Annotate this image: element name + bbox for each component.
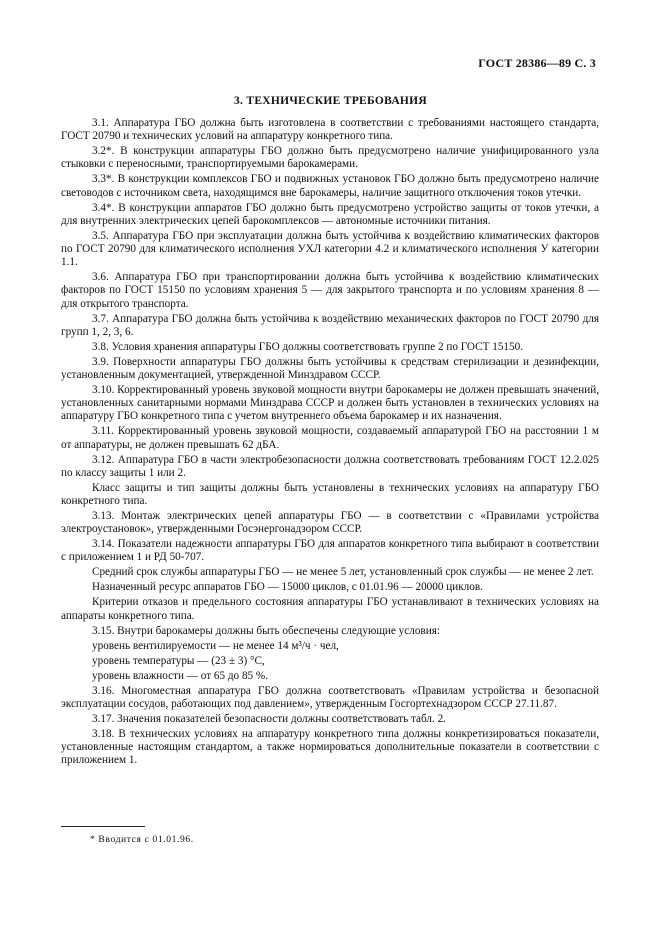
paragraph: 3.9. Поверхности аппаратуры ГБО должны быть устойчивы к средствам стерилизации и дезинфекции, установленным документацией, утвержденной Минздравом СССР. xyxy=(61,355,599,382)
body-text xyxy=(61,117,599,769)
paragraph: уровень вентилируемости — не менее 14 м³/ч · чел, xyxy=(92,639,339,652)
paragraph: 3.12. Аппаратура ГБО в части электробезопасности должна соответствовать требованиям ГОСТ 12.2.025 по классу защиты 1 или 2. xyxy=(61,453,599,479)
footnote: * Вводится с 01.01.96. xyxy=(90,834,194,845)
paragraph: 3.18. В технических условиях на аппаратуру конкретного типа должны конкретизироваться показатели, установленные настоящим стандартом, а также нормироваться дополнительные показатели в соответствии с приложением 1. xyxy=(61,727,599,767)
paragraph: 3.11. Корректированный уровень звуковой мощности, создаваемый аппаратурой ГБО на расстоянии 1 м от аппаратуры, не должен превышать 62 дБА. xyxy=(61,425,599,451)
paragraph: 3.5. Аппаратура ГБО при эксплуатации должна быть устойчива к воздействию климатических факторов по ГОСТ 20790 для климатического исполнения УХЛ категории 4.2 и климатического исполнения У категории 1.1. xyxy=(61,229,599,269)
paragraph: 3.3*. В конструкции комплексов ГБО и подвижных установок ГБО должно быть предусмотрено наличие световодов с источником света, находящимся вне барокамеры, наличие защитного отключения токов утечки. xyxy=(61,173,599,199)
paragraph: 3.17. Значения показателей безопасности должны соответствовать табл. 2. xyxy=(92,712,446,725)
paragraph: 3.14. Показатели надежности аппаратуры ГБО для аппаратов конкретного типа выбирают в соответствии с приложением 1 и РД 50-707. xyxy=(61,538,599,564)
paragraph: 3.8. Условия хранения аппаратуры ГБО должны соответствовать группе 2 по ГОСТ 15150. xyxy=(92,340,523,353)
paragraph: 3.13. Монтаж электрических цепей аппаратуры ГБО — в соответствии с «Правилами устройства электроустановок», утвержденными Госэнергонадзором СССР. xyxy=(61,510,599,536)
paragraph: Критерии отказов и предельного состояния аппаратуры ГБО устанавливают в технических условиях на аппараты конкретного типа. xyxy=(61,596,599,622)
paragraph: 3.1. Аппаратура ГБО должна быть изготовлена в соответствии с требованиями настоящего стандарта, ГОСТ 20790 и технических условий на аппаратуру конкретного типа. xyxy=(61,117,599,143)
paragraph: 3.7. Аппаратура ГБО должна быть устойчива к воздействию механических факторов по ГОСТ 20790 для групп 1, 2, 3, 6. xyxy=(61,312,599,338)
paragraph: 3.15. Внутри барокамеры должны быть обеспечены следующие условия: xyxy=(92,624,440,637)
footnote-divider xyxy=(61,826,145,827)
page-header: ГОСТ 28386—89 С. 3 xyxy=(478,56,596,70)
paragraph: 3.10. Корректированный уровень звуковой мощности внутри барокамеры не должен превышать значений, установленных санитарными нормами Минздрава СССР и должен быть установлен в технических условиях на аппаратуру ГБО конкретного типа с учетом внутреннего объема барокамер и их назначения. xyxy=(61,384,599,423)
paragraph: 3.2*. В конструкции аппаратуры ГБО должно быть предусмотрено наличие унифицированного узла стыковки с переносными, транспортируемыми барокамерами. xyxy=(61,145,599,171)
paragraph: уровень температуры — (23 ± 3) °С, xyxy=(92,654,265,667)
paragraph: 3.16. Многоместная аппаратура ГБО должна соответствовать «Правилам устройства и безопасной эксплуатации сосудов, работающих под давлением», утвержденным Госгортехнадзором СССР 27.11.87. xyxy=(61,684,599,710)
paragraph: уровень влажности — от 65 до 85 %. xyxy=(92,669,269,682)
paragraph: Средний срок службы аппаратуры ГБО — не менее 5 лет, установленный срок службы — не менее 2 лет. xyxy=(92,566,594,579)
paragraph: Класс защиты и тип защиты должны быть установлены в технических условиях на аппаратуру ГБО конкретного типа. xyxy=(61,481,599,508)
section-title: 3. ТЕХНИЧЕСКИЕ ТРЕБОВАНИЯ xyxy=(233,95,428,107)
paragraph: 3.6. Аппаратура ГБО при транспортировании должна быть устойчива к воздействию климатических факторов по ГОСТ 15150 по условиям хранения 5 — для закрытого транспорта и по условиям хранения 8 — для открытого транспорта. xyxy=(61,271,599,310)
paragraph: Назначенный ресурс аппаратов ГБО — 15000 циклов, с 01.01.96 — 20000 циклов. xyxy=(92,581,483,594)
paragraph: 3.4*. В конструкции аппаратов ГБО должно быть предусмотрено устройство защиты от токов утечки, а для внутренних электрических цепей барокомплексов — автономные источники питания. xyxy=(61,201,599,227)
